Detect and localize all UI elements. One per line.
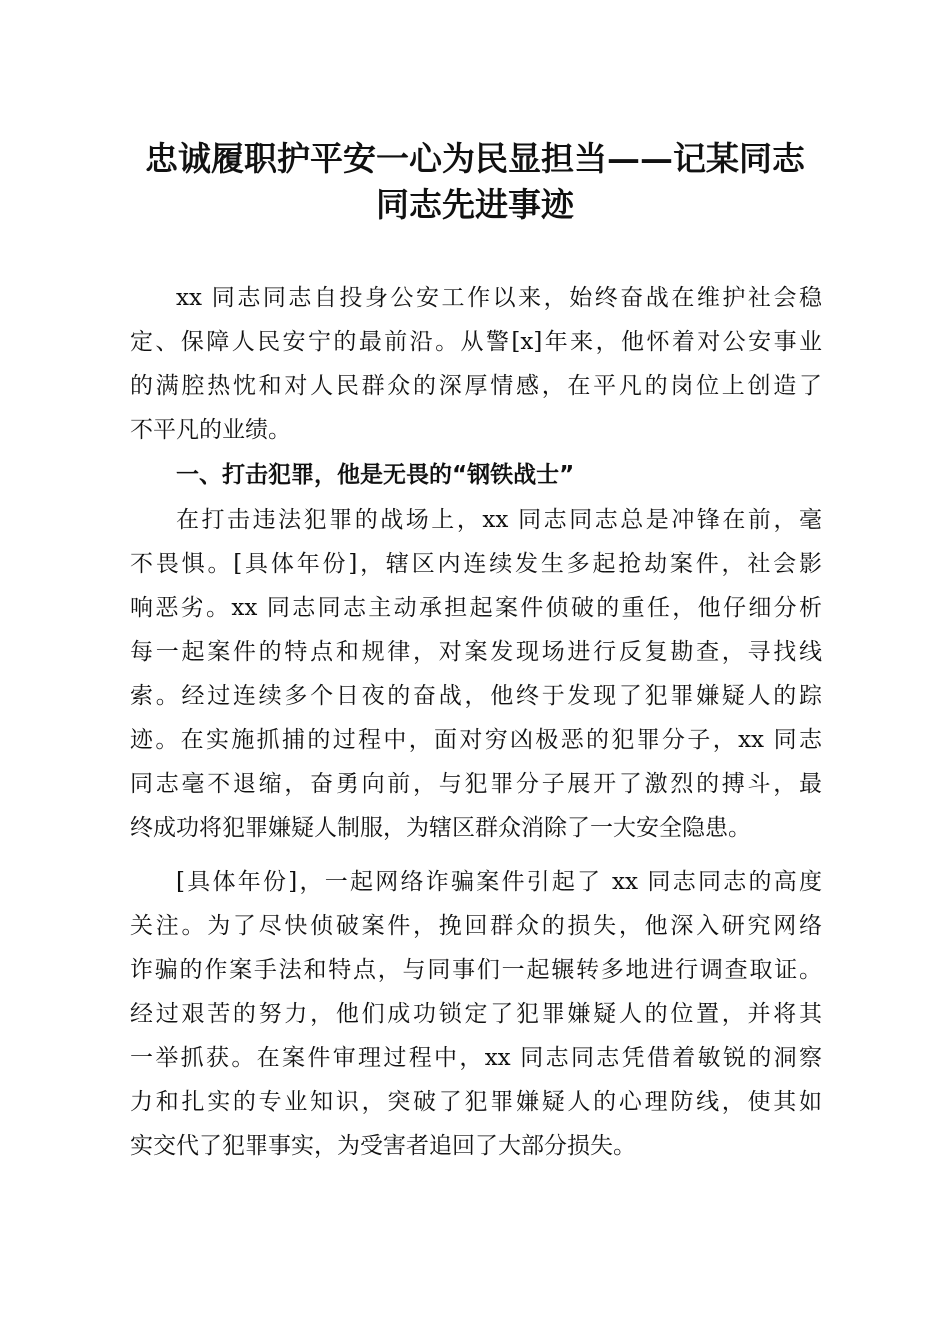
section-heading xyxy=(130,453,822,497)
text-line: 力和扎实的专业知识，突破了犯罪嫌疑人的心理防线，使其如 xyxy=(130,1089,822,1115)
text-line: 索。经过连续多个日夜的奋战，他终于发现了犯罪嫌疑人的踪 xyxy=(130,683,822,709)
text-line: 经过艰苦的努力，他们成功锁定了犯罪嫌疑人的位置，并将其 xyxy=(130,1001,822,1027)
paragraph xyxy=(130,276,822,452)
text-line: 迹。在实施抓捕的过程中，面对穷凶极恶的犯罪分子，xx 同志 xyxy=(130,727,822,753)
paragraph xyxy=(130,860,822,1168)
text-line: 响恶劣。xx 同志同志主动承担起案件侦破的重任，他仔细分析 xyxy=(130,595,822,621)
document-body xyxy=(130,276,822,1169)
paragraph xyxy=(130,498,822,850)
text-line: 同志毫不退缩，奋勇向前，与犯罪分子展开了激烈的搏斗，最 xyxy=(130,771,822,797)
text-line: 关注。为了尽快侦破案件，挽回群众的损失，他深入研究网络 xyxy=(130,913,822,939)
text-line: xx 同志同志自投身公安工作以来，始终奋战在维护社会稳 xyxy=(176,285,822,311)
title-line: 忠诚履职护平安一心为民显担当——记某同志 xyxy=(145,139,805,178)
text-line: [具体年份]，一起网络诈骗案件引起了 xx 同志同志的高度 xyxy=(176,869,822,895)
document-title xyxy=(100,136,850,228)
text-line: 诈骗的作案手法和特点，与同事们一起辗转多地进行调查取证。 xyxy=(130,957,822,983)
text-line: 定、保障人民安宁的最前沿。从警[x]年来，他怀着对公安事业 xyxy=(130,329,822,355)
text-line: 的满腔热忱和对人民群众的深厚情感，在平凡的岗位上创造了 xyxy=(130,373,822,399)
text-line: 终成功将犯罪嫌疑人制服，为辖区群众消除了一大安全隐患。 xyxy=(130,815,751,841)
text-line: 每一起案件的特点和规律，对案发现场进行反复勘查，寻找线 xyxy=(130,639,822,665)
text-line: 在打击违法犯罪的战场上，xx 同志同志总是冲锋在前，毫 xyxy=(176,507,822,533)
text-line: 不畏惧。[具体年份]，辖区内连续发生多起抢劫案件，社会影 xyxy=(130,551,822,577)
text-line: 一、打击犯罪，他是无畏的“钢铁战士” xyxy=(176,462,575,488)
text-line: 一举抓获。在案件审理过程中，xx 同志同志凭借着敏锐的洞察 xyxy=(130,1045,822,1071)
text-line: 不平凡的业绩。 xyxy=(130,417,291,443)
text-line: 实交代了犯罪事实，为受害者追回了大部分损失。 xyxy=(130,1133,636,1159)
title-line: 同志先进事迹 xyxy=(376,185,574,224)
